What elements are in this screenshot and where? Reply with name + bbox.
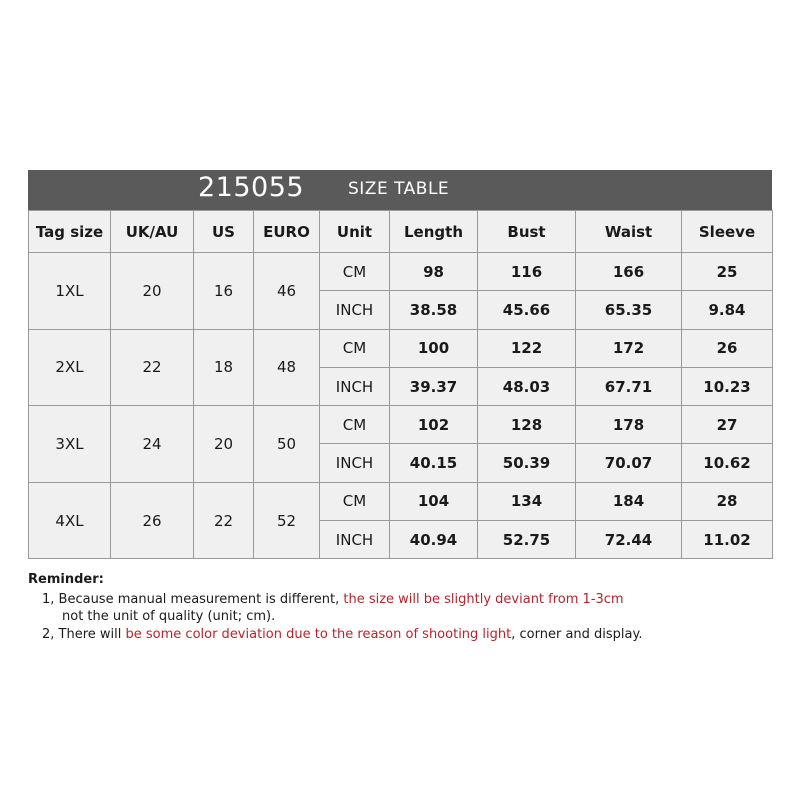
tag-size-cell: 3XL bbox=[29, 406, 111, 483]
reminder-note-1-continued: not the unit of quality (unit; cm). bbox=[62, 609, 276, 624]
us-cell: 16 bbox=[194, 253, 254, 330]
bust-cell: 128 bbox=[478, 406, 576, 444]
bust-cell: 122 bbox=[478, 329, 576, 367]
us-cell: 22 bbox=[194, 482, 254, 559]
note-text: 2, There will bbox=[42, 626, 126, 642]
unit-cell: CM bbox=[320, 253, 390, 291]
euro-cell: 52 bbox=[254, 482, 320, 559]
waist-cell: 178 bbox=[576, 406, 682, 444]
reminder-note-1 bbox=[28, 591, 788, 609]
sleeve-cell: 25 bbox=[682, 253, 773, 291]
waist-cell: 72.44 bbox=[576, 521, 682, 559]
unit-cell: CM bbox=[320, 329, 390, 367]
bust-cell: 52.75 bbox=[478, 521, 576, 559]
table-row bbox=[29, 329, 773, 367]
waist-cell: 65.35 bbox=[576, 291, 682, 329]
waist-cell: 166 bbox=[576, 253, 682, 291]
uk-au-cell: 22 bbox=[111, 329, 194, 406]
sleeve-cell: 9.84 bbox=[682, 291, 773, 329]
bust-cell: 134 bbox=[478, 482, 576, 520]
column-header: EURO bbox=[254, 211, 320, 253]
us-cell: 18 bbox=[194, 329, 254, 406]
bust-cell: 48.03 bbox=[478, 367, 576, 405]
column-header: Tag size bbox=[29, 211, 111, 253]
tag-size-cell: 2XL bbox=[29, 329, 111, 406]
column-header: US bbox=[194, 211, 254, 253]
column-header: Length bbox=[390, 211, 478, 253]
table-row bbox=[29, 406, 773, 444]
bust-cell: 45.66 bbox=[478, 291, 576, 329]
reminder-notes bbox=[28, 571, 788, 643]
reminder-note-2 bbox=[28, 626, 788, 644]
euro-cell: 50 bbox=[254, 406, 320, 483]
length-cell: 98 bbox=[390, 253, 478, 291]
uk-au-cell: 24 bbox=[111, 406, 194, 483]
sleeve-cell: 28 bbox=[682, 482, 773, 520]
note-highlight: be some color deviation due to the reason of shooting light bbox=[125, 626, 512, 642]
bust-cell: 50.39 bbox=[478, 444, 576, 482]
size-table bbox=[28, 210, 773, 559]
column-header: Waist bbox=[576, 211, 682, 253]
length-cell: 38.58 bbox=[390, 291, 478, 329]
length-cell: 102 bbox=[390, 406, 478, 444]
table-title: SIZE TABLE bbox=[348, 179, 450, 199]
bust-cell: 116 bbox=[478, 253, 576, 291]
tag-size-cell: 4XL bbox=[29, 482, 111, 559]
length-cell: 104 bbox=[390, 482, 478, 520]
waist-cell: 184 bbox=[576, 482, 682, 520]
unit-cell: INCH bbox=[320, 367, 390, 405]
sleeve-cell: 27 bbox=[682, 406, 773, 444]
sleeve-cell: 10.23 bbox=[682, 367, 773, 405]
waist-cell: 67.71 bbox=[576, 367, 682, 405]
table-row bbox=[29, 482, 773, 520]
note-highlight: the size will be slightly deviant from 1-3cm bbox=[343, 591, 624, 607]
reminder-title: Reminder: bbox=[28, 572, 104, 587]
model-number: 215055 bbox=[198, 172, 305, 203]
tag-size-cell: 1XL bbox=[29, 253, 111, 330]
unit-cell: INCH bbox=[320, 521, 390, 559]
column-header: Unit bbox=[320, 211, 390, 253]
unit-cell: CM bbox=[320, 482, 390, 520]
header-band bbox=[28, 170, 772, 210]
length-cell: 40.15 bbox=[390, 444, 478, 482]
euro-cell: 48 bbox=[254, 329, 320, 406]
sleeve-cell: 11.02 bbox=[682, 521, 773, 559]
column-header: Bust bbox=[478, 211, 576, 253]
header-row bbox=[29, 211, 773, 253]
us-cell: 20 bbox=[194, 406, 254, 483]
unit-cell: CM bbox=[320, 406, 390, 444]
note-text: , corner and display. bbox=[511, 626, 643, 642]
column-header: Sleeve bbox=[682, 211, 773, 253]
length-cell: 40.94 bbox=[390, 521, 478, 559]
column-header: UK/AU bbox=[111, 211, 194, 253]
euro-cell: 46 bbox=[254, 253, 320, 330]
sleeve-cell: 26 bbox=[682, 329, 773, 367]
unit-cell: INCH bbox=[320, 291, 390, 329]
waist-cell: 70.07 bbox=[576, 444, 682, 482]
length-cell: 100 bbox=[390, 329, 478, 367]
uk-au-cell: 26 bbox=[111, 482, 194, 559]
table-row bbox=[29, 253, 773, 291]
sleeve-cell: 10.62 bbox=[682, 444, 773, 482]
unit-cell: INCH bbox=[320, 444, 390, 482]
length-cell: 39.37 bbox=[390, 367, 478, 405]
note-text: 1, Because manual measurement is different, bbox=[42, 591, 344, 607]
waist-cell: 172 bbox=[576, 329, 682, 367]
uk-au-cell: 20 bbox=[111, 253, 194, 330]
